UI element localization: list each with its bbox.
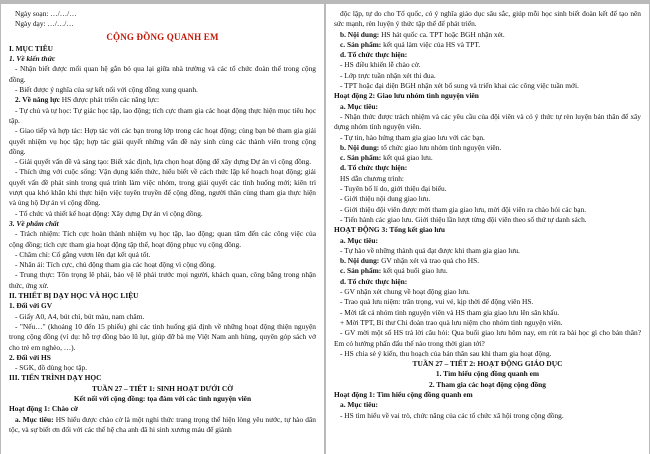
document-line: 2. Đối với HS	[9, 352, 51, 362]
document-line: a. Mục tiêu:	[340, 101, 378, 111]
document-line: - HS chia sẻ ý kiến, thu hoạch của bản thân sau khi tham gia hoạt động.	[340, 348, 552, 358]
page-1	[1, 4, 324, 454]
document-line: Hoạt động 1: Chào cờ	[9, 404, 78, 414]
document-line: - Thích ứng với cuộc sống: Vận dụng kiến thức, hiểu biết về cách thức lập kế hoạch hoạt động; giải quyết vấn đề phát sinh trong quá trình làm việc nhóm, trong giải quyết các tình huống mới; kiên trì vượt qua khó khăn khi thực hiện việc tuyên truyền để cộng đồng, người thân cùng tham gia thực hiện và ủng hộ Dự án vì cộng đồng.	[9, 167, 316, 208]
document-line: 1. Tìm hiểu cộng đồng quanh em	[435, 369, 540, 379]
document-line: Hoạt động 2: Giao lưu nhóm tình nguyện viên	[334, 91, 479, 101]
document-line: HOẠT ĐỘNG 3: Tổng kết giao lưu	[334, 225, 445, 235]
document-line: Ngày dạy: …/…/…	[15, 19, 74, 29]
document-line: d. Tổ chức thực hiện:	[340, 163, 408, 173]
document-line: - Tự hào về những thành quả đạt được khi tham gia giao lưu.	[340, 245, 520, 255]
document-line: 1. Về kiến thức	[9, 54, 56, 64]
document-line: - Trung thực: Tôn trọng lẽ phải, bảo vệ lẽ phải trước mọi người, khách quan, công bằng trong nhận thức, ứng xử.	[9, 270, 316, 290]
document-line: a. Mục tiêu: HS hiểu được chào cờ là một nghi thức trang trọng thể hiện lòng yêu nước, tự hào dân tộc, và sự biết ơn đối với các thế hệ cha anh đã hi sinh xương máu để giành	[9, 414, 316, 434]
document-line: - Giao tiếp và hợp tác: Hợp tác với các bạn trong lớp trong các hoạt động; cùng bạn bè tham gia giải quyết nhiệm vụ học tập; hợp tác giải quyết những vấn đề nảy sinh cùng các thành viên trong cộng đồng.	[9, 126, 316, 156]
document-line: II. THIẾT BỊ DẠY HỌC VÀ HỌC LIỆU	[9, 291, 139, 301]
document-line: Hoạt động 1: Tìm hiểu cộng đồng quanh em	[334, 389, 473, 399]
document-line: - HS tìm hiểu về vai trò, chức năng của các tổ chức xã hội trong cộng đồng.	[340, 410, 564, 420]
document-line: - HS điều khiển lễ chào cờ.	[340, 60, 421, 70]
document-line: - Giới thiệu nội dung giao lưu.	[340, 194, 431, 204]
document-line: 2. Tham gia các hoạt động cộng đồng	[429, 379, 546, 389]
document-line: Kết nối với cộng đồng: tọa đàm với các tình nguyện viên	[73, 393, 252, 403]
document-line: 2. Về năng lực HS được phát triển các năng lực:	[15, 95, 160, 105]
document-line: - Lớp trực tuần nhận xét thi đua.	[340, 70, 436, 80]
document-line: TUẦN 27 – TIẾT 1: SINH HOẠT DƯỚI CỜ	[92, 383, 233, 393]
document-line: độc lập, tự do cho Tổ quốc, có ý nghĩa giáo dục sâu sắc, giúp mỗi học sinh biết đoàn kết để tạo nên sức mạnh, rèn luyện ý thức tập thể để phát triển.	[334, 9, 641, 29]
document-line: III. TIẾN TRÌNH DẠY HỌC	[9, 373, 102, 383]
document-line: - Tiến hành các giao lưu. Giới thiệu lần lượt từng đội viên theo số thứ tự danh sách.	[340, 214, 587, 224]
document-line: - Tự chủ và tự học: Tự giác học tập, lao động; tích cực tham gia các hoạt động thực hiện mục tiêu học tập.	[9, 105, 316, 125]
document-line: - SGK, đồ dùng học tập.	[15, 363, 88, 373]
document-line: b. Nội dung: GV nhận xét và trao quà cho HS.	[340, 256, 480, 266]
document-line: - Mời tất cả nhóm tình nguyện viên và HS tham gia giao lưu lên sân khấu.	[340, 307, 560, 317]
document-line: - Tuyên bố lí do, giới thiệu đại biểu.	[340, 184, 447, 194]
document-line: - Biết được ý nghĩa của sự kết nối với cộng đồng xung quanh.	[15, 85, 198, 95]
document-line: - GV mời một số HS trả lời câu hỏi: Qua buổi giao lưu hôm nay, em rút ra bài học gì cho bản thân? Em có hướng phấn đấu thế nào trong thời gian tới?	[334, 328, 641, 348]
document-line: - Trao quà lưu niệm: trân trọng, vui vẻ, kịp thời để động viên HS.	[340, 297, 534, 307]
document-line: a. Mục tiêu:	[340, 235, 378, 245]
document-line: b. Nội dung: HS hát quốc ca. TPT hoặc BGH nhận xét.	[340, 29, 505, 39]
document-line: - Giới thiệu đội viên được mời tham gia giao lưu, mời đội viên ra chào hỏi các bạn.	[340, 204, 587, 214]
document-line: d. Tổ chức thực hiện:	[340, 50, 408, 60]
document-line: - Giấy A0, A4, bút chì, bút màu, nam châm.	[15, 311, 145, 321]
document-line: c. Sản phẩm: kết quả giao lưu.	[340, 153, 433, 163]
document-line: a. Mục tiêu:	[340, 400, 378, 410]
document-title: CỘNG ĐỒNG QUANH EM	[106, 31, 219, 42]
document-line: TUẦN 27 – TIẾT 2: HOẠT ĐỘNG GIÁO DỤC	[412, 359, 563, 369]
document-line: - GV nhận xét chung về hoạt động giao lưu.	[340, 287, 470, 297]
document-line: - Nhân ái: Tích cực, chủ động tham gia các hoạt động vì cộng đồng.	[15, 260, 216, 270]
document-line: c. Sản phẩm: kết quả làm việc của HS và TPT.	[340, 39, 481, 49]
document-line: - Tự tin, hào hứng tham gia giao lưu với các bạn.	[340, 132, 485, 142]
document-line: b. Nội dung: tổ chức giao lưu nhóm tình nguyện viên.	[340, 142, 502, 152]
document-line: + Mời TPT, Bí thư Chi đoàn trao quà lưu niệm cho nhóm tình nguyện viên.	[340, 317, 563, 327]
document-line: Ngày soạn: …/…/…	[15, 9, 77, 18]
document-line: - Chăm chỉ: Cố gắng vươn lên đạt kết quả tốt.	[15, 249, 151, 259]
document-line: - Tổ chức và thiết kế hoạt động: Xây dựng Dự án vì cộng đồng.	[15, 208, 203, 218]
document-line: - Nhận biết được mối quan hệ gắn bó qua lại giữa nhà trường và các tổ chức đoàn thể trong cộng đồng.	[9, 64, 316, 84]
document-line: d. Tổ chức thực hiện:	[340, 276, 408, 286]
document-line: 1. Đối với GV	[9, 301, 53, 311]
document-line: - Nhận thức được trách nhiệm và các yêu cầu của đội viên và có ý thức tự rèn luyện bản thân để xây dựng nhóm tình nguyện viên.	[334, 111, 641, 132]
document-line: HS dẫn chương trình:	[340, 173, 404, 183]
document-line: I. MỤC TIÊU	[9, 43, 54, 53]
page-2	[326, 4, 649, 454]
document-line: - Trách nhiệm: Tích cực hoàn thành nhiệm vụ học tập, lao động; quan tâm đến các công việc của cộng đồng; tích cực tham gia hoạt động tập thể, hoạt động phục vụ cộng đồng.	[9, 229, 316, 249]
document-line: - Giải quyết vấn đề và sáng tạo: Biết xác định, lựa chọn hoạt động để xây dựng Dự án vì cộng đồng.	[15, 157, 312, 167]
document-line: - TPT hoặc đại diện BGH nhận xét bổ sung và triển khai các công việc tuần mới.	[340, 81, 579, 91]
document-line: 3. Về phẩm chất	[9, 218, 59, 228]
document-line: - "Nếu…" (khoảng 10 đến 15 phiếu) ghi các tình huống giả định về những hoạt động thiện nguyện trong cộng đồng (ví dụ: hỗ trợ đồng bào lũ lụt, giúp đỡ bà mẹ Việt Nam anh hùng, quyên góp sách vở cho trẻ em nghèo, …).	[9, 321, 316, 352]
document-line: c. Sản phẩm: kết quả buổi giao lưu.	[340, 266, 448, 276]
